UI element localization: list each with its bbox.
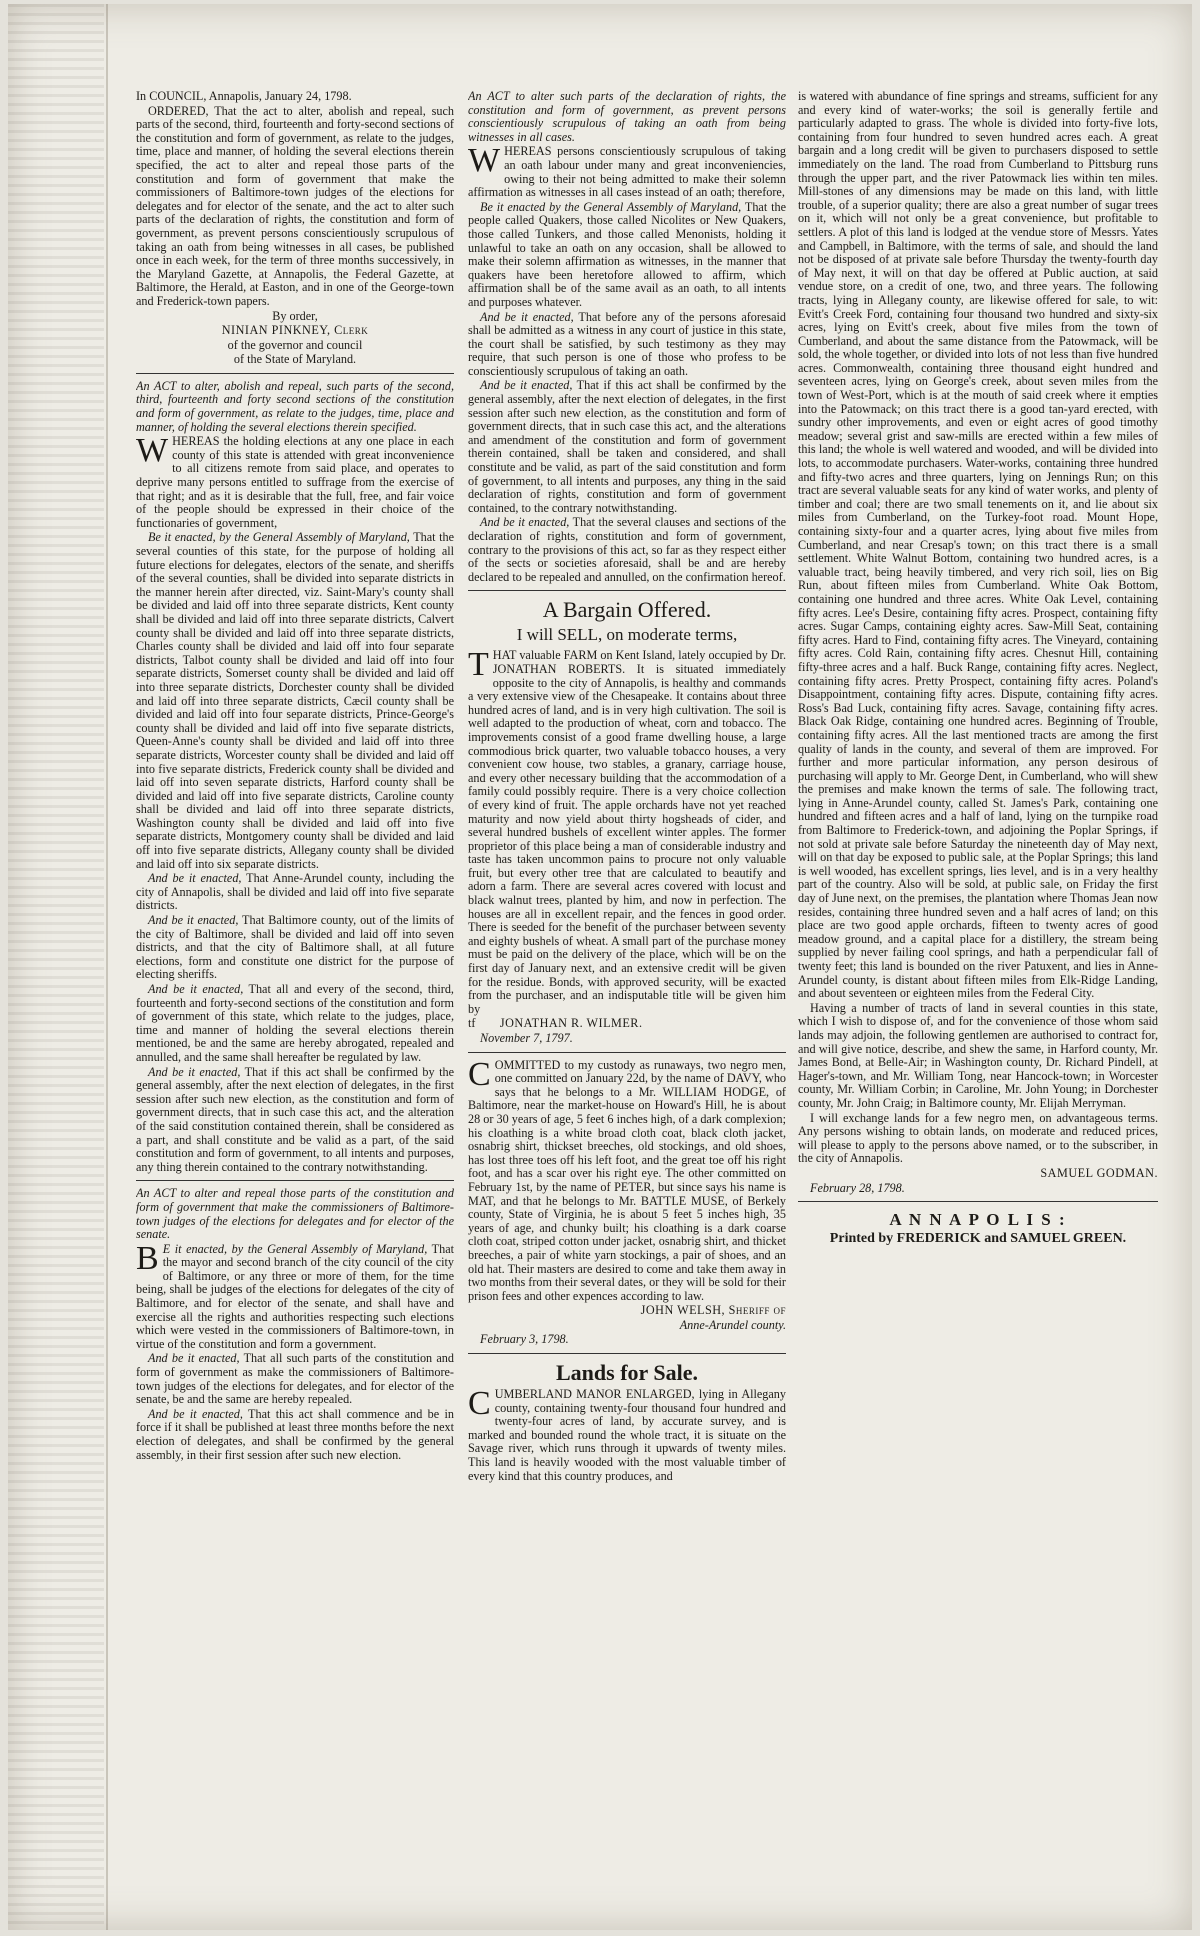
enact-lead: And be it enacted, xyxy=(148,982,244,996)
enact-text: That the mayor and second branch of the city council of the city of Baltimore, or any three or more of them, for the time being, shall be judges of the elections for delegates of the city of Baltimore, and for elector of the senate, and shall have and exercise all the rights and authorities respecting such elections which were vested in the commissioners of Baltimore-town, in virtue of the constitution and form a government. xyxy=(136,1241,454,1351)
divider xyxy=(136,1180,454,1181)
committed-body xyxy=(468,1055,786,1304)
act3-title: An ACT to alter such parts of the declaration of rights, the constitution and form of government, as prevent persons conscientiously scrupulous of taking an oath from being witnesses in all cases. xyxy=(468,90,786,144)
divider xyxy=(468,590,786,591)
column-2 xyxy=(468,90,786,1920)
act3-enact-1 xyxy=(468,201,786,310)
act1-whereas xyxy=(136,432,454,530)
enact-lead: And be it enacted, xyxy=(148,1406,243,1421)
enact-lead: E it enacted, by the General Assembly of Maryland, xyxy=(162,1241,428,1256)
enact-text: That the several counties of this state, for the purpose of holding all future elections for delegates, electors of the senate, and sheriffs of the several counties, shall be divided into separate districts in the manner herein after directed, viz. Saint-Mary's county shall be divided and laid off into three separate districts, Kent county shall be divided and laid off into three separate districts, Calvert county shall be divided and laid off into three separate districts, Charles county shall be divided and laid off into four separate districts, Talbot county shall be divided and laid off into four separate districts, Somerset county shall be divided and laid off into three separate districts, Dorchester county shall be divided and laid off into three separate districts, Cæcil county shall be divided and laid off into four separate districts, Prince-George's county shall be divided and laid off into five separate districts, Queen-Anne's county shall be divided and laid off into three separate districts, Worcester county shall be divided and laid off into five separate districts, Frederick county shall be divided and laid off into seven separate districts, Harford county shall be divided and laid off into five separate districts, Caroline county shall be divided and laid off into three separate districts, Washington county shall be divided and laid off into five separate districts, Montgomery county shall be divided and laid off into five separate districts, Allegany county shall be divided and laid off into six separate districts. xyxy=(136,530,454,871)
imprint-printers: Printed by FREDERICK and SAMUEL GREEN. xyxy=(829,1231,1127,1247)
enact-lead: And be it enacted, xyxy=(148,913,239,928)
column-1 xyxy=(136,90,454,1920)
enact-lead: And be it enacted, xyxy=(148,1064,241,1079)
bargain-body-text: HAT valuable FARM on Kent Island, lately occupied by Dr. JONATHAN ROBERTS. It is situated immediately opposite to the city of Annapolis, is healthy and commands a very extensive view of the Chesapeake. It contains about three hundred acres of land, and is in very high cultivation. The soil is well adapted to the production of wheat, corn and tobacco. The improvements consist of a good frame dwelling house, a large commodious brick quarter, two valuable tobacco houses, a very convenient cow house, two stables, a granary, carriage house, and every other necessary building that the accommodation of a family could possibly require. There is a very choice collection of every kind of fruit. The apple orchards have not yet reached maturity and now yield about thirty hogsheads of cider, and several hundred bushels of excellent winter apples. The former proprietor of this place being a man of considerable industry and taste has taken uncommon pains to procure not only valuable fruit, but every other tree that are calculated to beautify and adorn a farm. There are several acres covered with locust and black walnut trees, planted by him, and now in perfection. The houses are all in excellent repair, and the fences in good order. There is seeded for the benefit of the purchaser between seventy and eighty bushels of wheat. A small part of the purchase money must be paid on the delivery of the place, which will be on the first day of January next, and an extensive credit will be given for the residue. Bonds, with approved security, will be exacted from the purchaser, and an indisputable title will be given him by xyxy=(468,648,786,1016)
lands-agents: Having a number of tracts of land in several counties in this state, which I wish to dispose of, and for the convenience of those whom said lands may adjoin, the following gentlemen are authorised to contract for, and will give notice, describe, and shew the same, in Harford county, Mr. James Bond, at Belle-Air; in Washington county, Dr. Richard Pindell, at Hager's-town, and Mr. William Tong, near Hancock-town; in Worcester county, Mr. William Corbin; in Caroline, Mr. John Young; in Dorchester county, Mr. John Craig; in Baltimore county, Mr. Elijah Merryman. xyxy=(798,1000,1158,1110)
act1-enact-1 xyxy=(136,531,454,871)
act2-enact-1 xyxy=(136,1239,454,1352)
clerk-title-1: of the governor and council xyxy=(227,337,363,352)
committed-body-text: OMMITTED to my custody as runaways, two negro men, one committed on January 22d, by the name of DAVY, who says that he belongs to a Mr. WILLIAM HODGE, of Baltimore, near the market-house on Howard's Hill, he is about 28 or 30 years of age, 5 feet 6 inches high, of a dark complexion; his cloathing is a white broad cloth coat, black cloth jacket, osnabrig shirt, thickset breeches, old stockings, and old shoes, has lost three toes off his left foot, and the great toe off his right foot, and has a scar over his right eye. The other committed on February 1st, by the name of PETER, but since says his name is MAT, and that he belongs to Mr. BATTLE MUSE, of Berkely county, State of Virginia, he is about 5 feet 5 inches high, 35 years of age, and chunky built; his cloathing is a dark coarse cloth coat, striped cotton under jacket, osnabrig shirt, and thicket breeches, a pair of white yarn stockings, a pair of shoes, and an old hat. Their masters are desired to come and take them away in two months from their several dates, or they will be sold for their prison fees and other expences according to law. xyxy=(468,1057,786,1303)
enact-text: That before any of the persons aforesaid shall be admitted as a witness in any court of justice in this state, the court shall be satisfied, by such testimony as they may require, that such person is one of those who profess to be conscientiously scrupulous of taking an oath. xyxy=(468,309,786,378)
enact-lead: And be it enacted, xyxy=(480,309,574,324)
act1-title: An ACT to alter, abolish and repeal, such parts of the second, third, fourteenth and forty second sections of the constitution and form of government, as relate to the judges, time, place and manner, of holding the several elections therein specified. xyxy=(136,378,454,434)
bargain-body xyxy=(468,646,786,1016)
bargain-signature-line xyxy=(468,1017,786,1031)
enact-lead: And be it enacted, xyxy=(148,1351,240,1366)
act3-enact-2 xyxy=(468,311,786,379)
act1-enact-3 xyxy=(136,914,454,982)
council-heading: In COUNCIL, Annapolis, January 24, 1798. xyxy=(136,90,352,103)
enact-text: That the several clauses and sections of the declaration of rights, constitution and form of government, contrary to the provisions of this act, so far as they respect either of the sects or societies aforesaid, shall be and are hereby declared to be repealed and annulled, on the confirmation hereof. xyxy=(468,515,786,584)
committed-date: February 3, 1798. xyxy=(480,1332,569,1347)
lands-exchange: I will exchange lands for a few negro men, on advantageous terms. Any persons wishing to obtain lands, on moderate and reduced prices, will please to apply to the persons above named, or to the subscriber, in the city of Annapolis. xyxy=(798,1110,1158,1166)
council-order: ORDERED, That the act to alter, abolish and repeal, such parts of the second, third, fourteenth and forty-second sections of the constitution and form of government, as relate to the judges, time, place and manner, of holding the several elections therein specified, the act to alter and repeal those parts of the constitution and form of government that make the commissioners of Baltimore-town judges of the elections for delegates and for elector of the senate, and the act to alter such parts of the declaration of rights, the constitution and form of government, as prevent persons conscientiously scrupulous of taking an oath from being witnesses in all cases, be published once in each week, for the term of three months successively, in the Maryland Gazette, at Annapolis, the Federal Gazette, at Baltimore, the Herald, at Easton, and in one of the George-town and Frederick-town papers. xyxy=(136,103,454,308)
lands-headline: Lands for Sale. xyxy=(555,1360,698,1386)
dropcap-b: B xyxy=(136,1239,159,1277)
bargain-subhead: I will SELL, on moderate terms, xyxy=(516,625,738,645)
act1-whereas-text: HEREAS the holding elections at any one place in each county of this state is attended with great inconvenience to all citizens remote from said place, and operates to deprive many persons entitled to suffrage from the exercise of that right; and as it is desirable that the full, free, and fair voice of the people should be expressed in their choice of the functionaries of government, xyxy=(136,434,454,530)
lands-body-text: UMBERLAND MANOR ENLARGED, lying in Allegany county, containing twenty-four thousand four hundred and twenty-four acres of land, by accurate survey, and is marked and bounded round the whole tract, it is situate on the Savage river, which runs through it upwards of twenty miles. This land is heavily wooded with the most valuable timber of every kind that this country produces, and xyxy=(468,1387,786,1483)
enact-text: That Anne-Arundel county, including the city of Annapolis, shall be divided and laid off into five separate districts. xyxy=(136,871,454,913)
enact-lead: Be it enacted by the General Assembly of Maryland, xyxy=(480,199,742,214)
enact-text: That this act shall commence and be in force if it shall be published at least three months before the next election of delegates, and shall be confirmed by the general assembly, in their first session after such new election. xyxy=(136,1406,454,1462)
enact-text: That all and every of the second, third, fourteenth and forty-second sections of the constitution and form of government of this state, which relate to the judges, place, time and manner of holding the several elections therein mentioned, be and the same are hereby abrogated, repealed and annulled, and the same shall hereafter be regulated by law. xyxy=(136,982,454,1064)
enact-text: That Baltimore county, out of the limits of the city of Baltimore, shall be divided and laid off into seven districts, and that the city of Baltimore shall, at all future elections, form and constitute one district for the purpose of electing sheriffs. xyxy=(136,913,454,982)
act1-enact-2 xyxy=(136,872,454,913)
act3-whereas-text: HEREAS persons conscientiously scrupulous of taking an oath labour under many and great inconveniencies, owing to their not being admitted to make their solemn affirmation as witnesses in all cases instead of an oath; therefore, xyxy=(468,144,786,200)
enact-text: That all such parts of the constitution and form of government as make the commissioners of Baltimore-town judges of the elections for delegates, and for elector of the senate, be and the same are hereby repealed. xyxy=(136,1351,454,1407)
dropcap-w: W xyxy=(136,432,169,470)
page-fold xyxy=(106,4,108,1930)
act3-enact-3 xyxy=(468,379,786,515)
act3-enact-4 xyxy=(468,516,786,584)
enact-lead: And be it enacted, xyxy=(480,515,570,530)
bargain-headline: A Bargain Offered. xyxy=(542,597,712,623)
enact-lead: And be it enacted, xyxy=(480,378,573,393)
divider xyxy=(468,1353,786,1354)
committed-signature-2: Anne-Arundel county. xyxy=(679,1317,786,1332)
act2-enact-3 xyxy=(136,1408,454,1462)
dropcap-w: W xyxy=(468,142,501,180)
divider xyxy=(468,1052,786,1053)
divider xyxy=(798,1201,1158,1202)
clerk-name: NINIAN PINKNEY, Clerk xyxy=(221,323,369,338)
divider xyxy=(136,373,454,374)
left-margin-bleed xyxy=(8,4,104,1930)
enact-text: That if this act shall be confirmed by the general assembly, after the next election of delegates, in the first session after such new election, as the constitution and form of government directs, that in such case this act, and the alteration of the said constitution contained therein, shall be considered as a part, and shall constitute and be valid as a part, of the said constitution and form of government, to all intents and purposes, any thing therein contained to the contrary notwithstanding. xyxy=(136,1064,454,1174)
lands-body xyxy=(468,1385,786,1483)
newspaper-page xyxy=(8,4,1192,1930)
committed-signature-1: JOHN WELSH, Sheriff of xyxy=(640,1303,786,1318)
imprint-city: A N N A P O L I S : xyxy=(889,1210,1067,1230)
dropcap-t: T xyxy=(468,646,489,684)
lands-signature: SAMUEL GODMAN. xyxy=(1040,1165,1158,1180)
act1-enact-5 xyxy=(136,1066,454,1175)
enact-text: That if this act shall be confirmed by the general assembly, after the next election of delegates, in the first session after such new election, as the constitution and form of government directs, that in such case this act, and the alterations and amendment of the constitution and form of government therein contained, shall be taken and considered, and shall constitute and be valid, as part of the said constitution and form of government, to all intents and purposes, any thing in the said declaration of rights, constitution and form of government contained, to the contrary notwithstanding. xyxy=(468,378,786,515)
lands-date: February 28, 1798. xyxy=(810,1180,905,1195)
enact-text: That the people called Quakers, those called Nicolites or New Quakers, those called Tunkers, and those called Menonists, holding it unlawful to take an oath on any occasion, shall be allowed to make their solemn affirmation as witnesses, in the manner that quakers have been heretofore allowed to affirm, which affirmation shall be of the same avail as an oath, to all intents and purposes whatever. xyxy=(468,199,786,309)
dropcap-c: C xyxy=(468,1385,491,1423)
bargain-date: November 7, 1797. xyxy=(480,1031,573,1045)
act3-whereas xyxy=(468,142,786,200)
act1-enact-4 xyxy=(136,983,454,1065)
lands-continued: is watered with abundance of fine springs and streams, sufficient for any and every kind of water-works; the soil is generally fertile and particularly adapted to grass. The whole is divided into forty-five lots, containing from four hundred to seven hundred acres each. A great bargain and a long credit will be given to purchasers disposed to settle immediately on the land. The road from Cumberland to Pittsburg runs through the upper part, and the river Patowmack lies within ten miles. Mill-stones of any dimensions may be made on this land, with little trouble, of a superior quality; there are also a great number of sugar trees on it, which will not only be a great convenience, but profitable to settlers. A plot of this land is lodged at the vendue store of Messrs. Yates and Campbell, in Baltimore, with the terms of sale, and should the land not be disposed of at private sale before Thursday the twenty-fourth day of May next, it will on that day be offered at Public auction, at said vendue store, on a credit of one, two, and three years. The following tracts, lying in Allegany county, are likewise offered for sale, to wit: Evitt's Creek Ford, containing four thousand two hundred and sixty-six acres, lying on Evitt's creek, about five miles from the town of Cumberland, and about the same distance from the Patowmack, will be sold, the whole together, or divided into lots of not less than five hundred acres. Commonwealth, containing three thousand eight hundred and seventeen acres, lying on George's creek, about seven miles from the town of West-Port, which is at the mouth of said creek where it empties into the Patowmack; on this tract there is a good tan-yard erected, with sundry other improvements, and even or eight acres of good timothy meadow; several grist and saw-mills are erected within a few miles of this land; the whole is well watered and wooded, and will be divided into lots, to accommodate purchasers. Water-works, containing three hundred and fifty-two acres and three quarters, lying on Jennings Run; on this tract are several valuable seats for any kind of water works, and plenty of timber and coal; there are two small tenements on it, and lie about six miles from Cumberland, on the Turkey-foot road. Mount Hope, containing sixty-four and a quarter acres, lying about five miles from Cumberland, and near Cresap's town; on this tract there is a small settlement. White Walnut Bottom, containing two hundred acres, is a valuable tract, being heavily timbered, and very rich soil, lies on Big Run, about fifteen miles from Cumberland. White Oak Bottom, containing one hundred and three acres. White Oak Level, containing fifty acres. Lee's Desire, containing fifty acres. Prospect, containing fifty acres. Sugar Camps, containing eighty acres. Saw-Mill Seat, containing fifty acres. Hard to Find, containing fifty acres. The Vineyard, containing fifty acres. Cold Rain, containing fifty acres. Chesnut Hill, containing fifty-three acres and a half. Buck Range, containing fifty acres. Neglect, containing fifty acres. Pretty Prospect, containing fifty acres. Poland's Disappointment, containing fifty acres. Dispute, containing fifty acres. Ross's Bad Luck, containing fifty acres. Savage, containing fifty acres. Black Oak Ridge, containing one hundred acres. Beginning of Trouble, containing fifty acres. All the last mentioned tracts are among the first quality of lands in the county, and several of them are improved. For further and more particular information, any person desirous of purchasing will apply to Mr. George Dent, in Cumberland, who will shew the premises and make known the terms of sale. The following tract, lying in Anne-Arundel county, called St. James's Park, containing one hundred and fifteen acres and a half of land, lying on the turnpike road from Baltimore to Frederick-town, and adjoining the Poplar Springs, if not sold at private sale before Saturday the nineteenth day of May next, will on that day be exposed to public sale, at the Poplar Springs; this land is well wooded, has excellent springs, lies level, and is in a very healthy part of the country. Also will be sold, at public sale, on Friday the first day of June next, on the premises, the plantation where Thomas Jean now resides, containing three hundred seven and a half acres of land; on this place are two good apple orchards, fifteen to twenty acres of good meadow ground, and a capital place for a distillery, the stream being supplied by never failing cool springs, and hath a perpendicular fall of twenty feet; this land is bounded on the river Patuxent, and lies in Anne-Arundel county, is distant about fifteen miles from Elk-Ridge Landing, and about seventeen or eighteen miles from the Federal City. xyxy=(798,90,1158,1001)
column-3 xyxy=(798,90,1158,1920)
clerk-title-2: of the State of Maryland. xyxy=(233,352,357,367)
enact-lead: Be it enacted, by the General Assembly of Maryland, xyxy=(148,530,410,545)
enact-lead: And be it enacted, xyxy=(148,871,242,886)
act2-title: An ACT to alter and repeal those parts of the constitution and form of government that make the commissioners of Baltimore-town judges of the elections for delegates and for elector of the senate. xyxy=(136,1186,454,1242)
dropcap-c: C xyxy=(468,1055,491,1093)
by-order: By order, xyxy=(272,308,318,323)
act2-enact-2 xyxy=(136,1352,454,1406)
bargain-signature: JONATHAN R. WILMER. xyxy=(499,1016,643,1031)
bargain-tf: tf xyxy=(468,1016,476,1031)
